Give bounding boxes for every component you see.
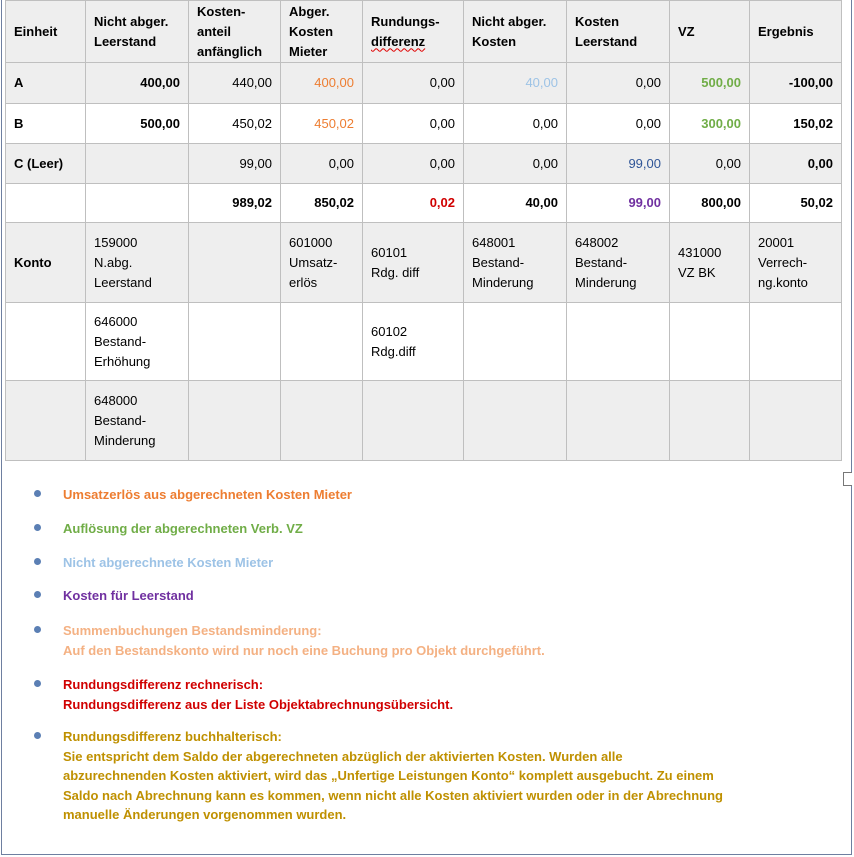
cell-kostenanteil: 99,00 bbox=[189, 144, 281, 184]
total-vz: 800,00 bbox=[670, 184, 750, 223]
cell-leerstand: 500,00 bbox=[86, 104, 189, 144]
cell-leerstand bbox=[86, 184, 189, 223]
total-abger-mieter: 850,02 bbox=[281, 184, 363, 223]
cell-nicht-abger: 40,00 bbox=[464, 63, 567, 104]
konto-cell bbox=[670, 381, 750, 461]
konto-row bbox=[6, 381, 842, 461]
konto-cell bbox=[189, 381, 281, 461]
bullet-icon bbox=[34, 591, 41, 598]
bullet-icon bbox=[34, 732, 41, 739]
table-row bbox=[6, 63, 842, 104]
table-resize-handle[interactable] bbox=[843, 472, 852, 486]
cell-rundung: 0,00 bbox=[363, 63, 464, 104]
konto-cell: 648001 Bestand- Minderung bbox=[464, 223, 567, 303]
konto-cell bbox=[750, 381, 842, 461]
konto-cell: 646000 Bestand- Erhöhung bbox=[86, 303, 189, 381]
konto-cell bbox=[281, 303, 363, 381]
bullet-icon bbox=[34, 524, 41, 531]
total-rundung: 0,02 bbox=[363, 184, 464, 223]
bullet-icon bbox=[34, 680, 41, 687]
konto-cell: 431000 VZ BK bbox=[670, 223, 750, 303]
konto-cell bbox=[464, 381, 567, 461]
header-row bbox=[6, 1, 842, 63]
cell-nicht-abger: 0,00 bbox=[464, 104, 567, 144]
konto-cell bbox=[189, 303, 281, 381]
cell-vz: 500,00 bbox=[670, 63, 750, 104]
header-kostenanteil: Kosten- anteil anfänglich bbox=[189, 1, 281, 63]
cell-leerstand: 400,00 bbox=[86, 63, 189, 104]
konto-cell: 60102 Rdg.diff bbox=[363, 303, 464, 381]
konto-cell bbox=[567, 303, 670, 381]
header-einheit: Einheit bbox=[6, 1, 86, 63]
accounting-table bbox=[5, 0, 842, 461]
legend-summenbuchungen: Summenbuchungen Bestandsminderung: Auf den Bestandskonto wird nur noch eine Buchung pro Objekt durchgeführt. bbox=[63, 623, 545, 658]
bullet-icon bbox=[34, 558, 41, 565]
cell-vz: 300,00 bbox=[670, 104, 750, 144]
bullet-icon bbox=[34, 626, 41, 633]
konto-cell bbox=[464, 303, 567, 381]
total-kosten-leerstand: 99,00 bbox=[567, 184, 670, 223]
cell-einheit: B bbox=[6, 104, 86, 144]
konto-row bbox=[6, 223, 842, 303]
legend-aufloesung: Auflösung der abgerechneten Verb. VZ bbox=[63, 521, 303, 536]
legend-rundung-rechnerisch: Rundungsdifferenz rechnerisch: Rundungsdifferenz aus der Liste Objektabrechnungsübersicht. bbox=[63, 677, 454, 712]
totals-row bbox=[6, 184, 842, 223]
bullet-icon bbox=[34, 490, 41, 497]
cell-kosten-leerstand: 0,00 bbox=[567, 63, 670, 104]
cell-einheit bbox=[6, 184, 86, 223]
cell-nicht-abger: 0,00 bbox=[464, 144, 567, 184]
cell-abger-mieter: 400,00 bbox=[281, 63, 363, 104]
cell-abger-mieter: 0,00 bbox=[281, 144, 363, 184]
total-kostenanteil: 989,02 bbox=[189, 184, 281, 223]
legend-umsatzerloes: Umsatzerlös aus abgerechneten Kosten Mieter bbox=[63, 487, 352, 502]
cell-einheit: A bbox=[6, 63, 86, 104]
cell-vz: 0,00 bbox=[670, 144, 750, 184]
cell-leerstand bbox=[86, 144, 189, 184]
konto-label: Konto bbox=[6, 223, 86, 303]
konto-cell bbox=[567, 381, 670, 461]
legend-nicht-abgerechnet: Nicht abgerechnete Kosten Mieter bbox=[63, 555, 274, 570]
cell-einheit: C (Leer) bbox=[6, 144, 86, 184]
konto-cell: 648002 Bestand- Minderung bbox=[567, 223, 670, 303]
cell-kostenanteil: 440,00 bbox=[189, 63, 281, 104]
konto-row bbox=[6, 303, 842, 381]
konto-cell: 60101 Rdg. diff bbox=[363, 223, 464, 303]
konto-cell bbox=[6, 381, 86, 461]
konto-cell bbox=[281, 381, 363, 461]
cell-abger-mieter: 450,02 bbox=[281, 104, 363, 144]
header-nicht-abger-leerstand: Nicht abger. Leerstand bbox=[86, 1, 189, 63]
cell-kosten-leerstand: 99,00 bbox=[567, 144, 670, 184]
header-abger-kosten-mieter: Abger. Kosten Mieter bbox=[281, 1, 363, 63]
header-vz: VZ bbox=[670, 1, 750, 63]
konto-cell: 159000 N.abg. Leerstand bbox=[86, 223, 189, 303]
konto-cell: 648000 Bestand- Minderung bbox=[86, 381, 189, 461]
konto-cell bbox=[670, 303, 750, 381]
total-nicht-abger: 40,00 bbox=[464, 184, 567, 223]
konto-cell: 20001 Verrech- ng.konto bbox=[750, 223, 842, 303]
konto-cell bbox=[189, 223, 281, 303]
total-ergebnis: 50,02 bbox=[750, 184, 842, 223]
cell-rundung: 0,00 bbox=[363, 104, 464, 144]
cell-kostenanteil: 450,02 bbox=[189, 104, 281, 144]
konto-cell bbox=[750, 303, 842, 381]
legend-leerstand: Kosten für Leerstand bbox=[63, 588, 194, 603]
cell-ergebnis: 0,00 bbox=[750, 144, 842, 184]
konto-cell: 601000 Umsatz- erlös bbox=[281, 223, 363, 303]
cell-kosten-leerstand: 0,00 bbox=[567, 104, 670, 144]
konto-cell bbox=[6, 303, 86, 381]
header-kosten-leerstand: Kosten Leerstand bbox=[567, 1, 670, 63]
header-nicht-abger-kosten: Nicht abger. Kosten bbox=[464, 1, 567, 63]
cell-ergebnis: 150,02 bbox=[750, 104, 842, 144]
cell-rundung: 0,00 bbox=[363, 144, 464, 184]
konto-cell bbox=[363, 381, 464, 461]
table-row bbox=[6, 144, 842, 184]
legend-rundung-buchhalterisch: Rundungsdifferenz buchhalterisch: Sie entspricht dem Saldo der abgerechneten abzüglich der aktivierten Kosten. Wurden alle abzurechnenden Kosten aktiviert, wird das „Unfertige Leistungen Konto“ komplett ausgebucht. Zu einem Saldo nach Abrechnung kann es kommen, wenn nicht alle Kosten aktiviert wurden oder in der Abrechnung manuelle Änderungen vorgenommen wurden. bbox=[63, 729, 723, 822]
header-rundungsdifferenz: Rundungs- differenz bbox=[363, 1, 464, 63]
header-ergebnis: Ergebnis bbox=[750, 1, 842, 63]
table-row bbox=[6, 104, 842, 144]
cell-ergebnis: -100,00 bbox=[750, 63, 842, 104]
